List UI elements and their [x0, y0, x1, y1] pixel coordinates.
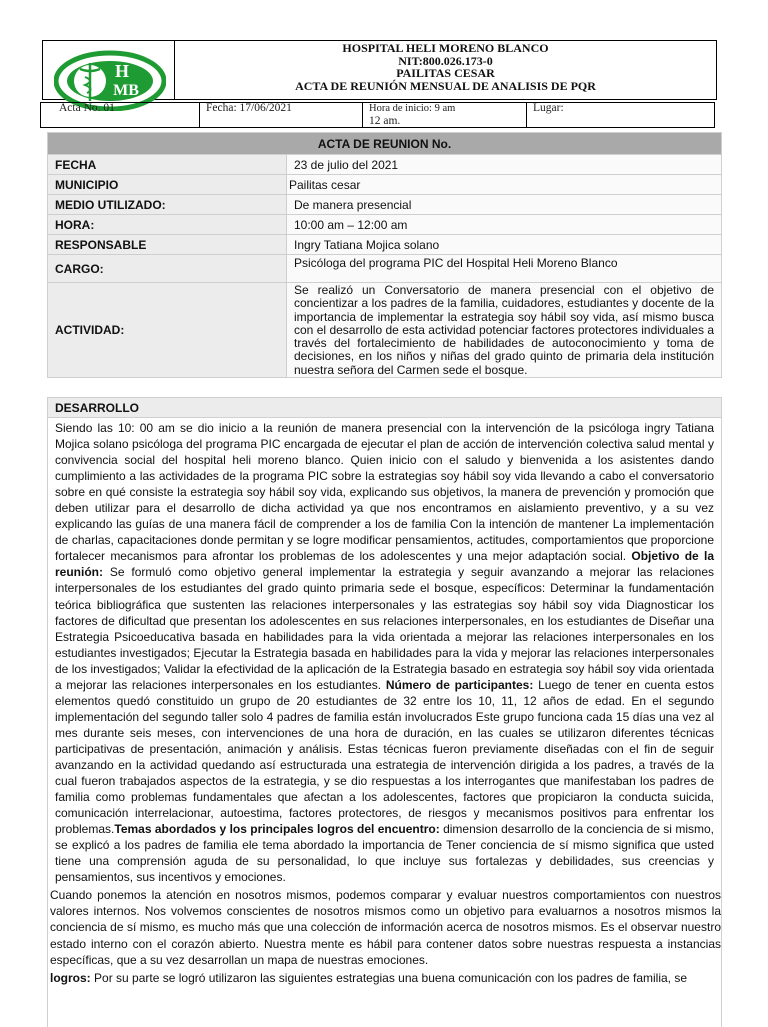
temas-label: Temas abordados y los principales logros del encuentro: — [114, 822, 440, 837]
hospital-city: PAILITAS CESAR — [396, 66, 495, 80]
objetivo-label: Objetivo de la reunión: — [55, 549, 714, 580]
meta-hora-line-1: Hora de inicio: 9 am — [369, 103, 456, 114]
row-label-cargo: CARGO: — [48, 255, 287, 283]
logros-text: Por su parte se logró utilizaron las siguientes estrategias una buena comunicación con los padres de familia, se — [94, 970, 688, 985]
table-row — [48, 155, 722, 175]
desarrollo-body — [48, 418, 721, 885]
hospital-name: HOSPITAL HELI MORENO BLANCO — [342, 41, 549, 55]
document-header — [42, 40, 717, 100]
meta-hora-line-2: 12 am. — [369, 115, 401, 127]
row-label-actividad: ACTIVIDAD: — [48, 283, 287, 378]
table-row — [48, 195, 722, 215]
meta-acta: Acta No. 01 — [59, 102, 115, 114]
meta-lugar: Lugar: — [533, 102, 564, 114]
row-label-medio: MEDIO UTILIZADO: — [48, 195, 287, 215]
row-value-fecha: 23 de julio del 2021 — [287, 155, 722, 175]
participantes-text: Luego de tener en cuenta estos elementos quedó constituido un grupo de 20 estudiantes de 32 entre los 10, 11, 12 años de edad. En el segundo implementación del segundo taller solo 4 padres de familia están involucrados Este grupo funciona cada 15 días una vez al mes durante seis meses, con intervenciones de una hora de duración, en las cuales se utilizaron diferentes técnicas participativas de presentación, animación y análisis. Estas técnicas fueron previamente diseñadas con el fin de seguir avanzando en la actividad quedando así estructurada una estrategia de intervención dirigida a los padres, a través de la cual fueron trabajados aspectos de la estrategia, y se dio respuestas a los interrogantes que manifestaban los padres de familia como problemas fundamentales que afectan a los adolescentes, factores que propiciaron la conducta suicida, comunicación interrelacionar, autoestima, factores protectores, de riesgos y mecanismos positivos para enfrentar los problemas. — [55, 677, 714, 837]
meta-hora — [369, 102, 455, 128]
temas-text: dimension desarrollo de la conciencia de si mismo, se explicó a los padres de familia ele tema abordado la importancia de Tener conciencia de sí mismo significa que usted tiene una comprensión aguda de su personalidad, lo que incluye sus fortalezas y debilidades, sus creencias y pensamientos, sus incentivos y emociones. — [55, 822, 714, 885]
meta-lugar-cell — [526, 102, 715, 128]
objetivo-text: Se formuló como objetivo general implementar la estrategia y seguir avanzando a mejorar las relaciones interpersonales de los estudiantes del grado quinto primaria sede el bosque, específicos: Determinar la fundamentación teórica bibliográfica que sustenten las relaciones interpersonales y las estrategias soy hábil soy vida Diagnosticar los factores de dificultad que presentan los adolescentes en sus relaciones interpersonales, en los estudiantes de Diseñar una Estrategia Psicoeducativa basada en habilidades para la vida orientada a mejorar las relaciones interpersonales en los estudiantes investigados; Ejecutar la Estrategia basada en habilidades para la vida y mejorar las relaciones interpersonales de los investigados; Validar la efectividad de la aplicación de la Estrategia basado en estrategia soy hábil soy vida orientada a mejorar las relaciones interpersonales en los estudiantes. — [55, 565, 715, 692]
meta-acta-cell — [40, 102, 200, 128]
conciencia-paragraph: Cuando ponemos la atención en nosotros mismos, podemos comparar y evaluar nuestros comportamientos con nuestros valores internos. Nos volvemos conscientes de nosotros mismos como un objetivo para evaluarnos a nosotros mismos la conciencia de sí mismo, es mucho más que una colección de información acerca de nosotros mismos. Es el observar nuestro estado interno con el corazón abierto. Nuestra mente es hábil para contener datos sobre nuestras respuesta a instancias específicas, que a su vez desarrollan un mapa de nuestras emociones. — [50, 888, 721, 967]
acta-title-row — [48, 133, 722, 155]
row-value-hora: 10:00 am – 12:00 am — [287, 215, 722, 235]
row-label-responsable: RESPONSABLE — [48, 235, 287, 255]
acta-table — [47, 132, 722, 378]
row-value-medio: De manera presencial — [287, 195, 722, 215]
row-value-cargo: Psicóloga del programa PIC del Hospital Heli Moreno Blanco — [287, 255, 722, 283]
svg-text:H: H — [114, 61, 130, 81]
table-row — [48, 215, 722, 235]
logros-label: logros: — [50, 970, 91, 985]
row-value-actividad: Se realizó un Conversatorio de manera presencial con el objetivo de concientizar a los padres de la familia, cuidadores, estudiantes y docente de la importancia de implementar la estrategia soy hábil soy vida, así mismo busca con el desarrollo de esta actividad potenciar factores protectores individuales a través del fortalecimiento de habilidades de autoconocimiento y toma de decisiones, en los niños y niñas del grado quinto de primaria dela institución nuestra señora del Carmen sede el bosque. — [287, 283, 722, 378]
hospital-nit: NIT:800.026.173-0 — [398, 53, 493, 68]
desarrollo-intro: Siendo las 10: 00 am se dio inicio a la reunión de manera presencial con la intervención de la psicóloga ingry Tatiana Mojica solano psicóloga del programa PIC encargada de ejecutar el plan de acción de intervención colectiva salud mental y convivencia social del hospital heli moreno blanco. Quien inicio con el saludo y bienvenida a los asistentes dando cumplimiento a las actividades de la programa PIC sobre la estrategias soy hábil soy vida llevando a cabo el conversatorio sobre en qué consiste la estrategia soy hábil soy vida, explicando sus objetivos, la manera de prevención y promoción que deben utilizar para el desarrollo de dicha actividad ya que nos encontramos en aislamiento preventivo, y a su vez explicando las guías de una manera fácil de comprender a los de familia Con la intención de mantener La implementación de charlas, capacitaciones donde permitan y se logre modificar pensamientos, actitudes, comportamientos que proporcione fortalecer mecanismos para afrontar los problemas de los adolescentes y una mejor adaptación social. — [55, 421, 714, 564]
row-label-hora: HORA: — [48, 215, 287, 235]
meta-fecha-cell — [199, 102, 363, 128]
svg-text:MB: MB — [113, 82, 139, 99]
row-value-responsable: Ingry Tatiana Mojica solano — [287, 235, 722, 255]
table-row — [48, 235, 722, 255]
table-row — [48, 255, 722, 283]
row-value-municipio: Pailitas cesar — [287, 175, 722, 195]
table-row — [48, 283, 722, 378]
table-row — [48, 175, 722, 195]
header-text — [175, 42, 716, 92]
document-title: ACTA DE REUNIÓN MENSUAL DE ANALISIS DE PQR — [295, 78, 596, 93]
participantes-label: Número de participantes: — [385, 677, 534, 692]
row-label-municipio: MUNICIPIO — [48, 175, 287, 195]
desarrollo-section — [47, 397, 722, 1027]
logros-paragraph — [48, 970, 721, 986]
desarrollo-title: DESARROLLO — [48, 398, 721, 418]
meta-hora-cell — [362, 102, 527, 128]
row-label-fecha: FECHA — [48, 155, 287, 175]
acta-title: ACTA DE REUNION No. — [48, 133, 722, 155]
meta-fecha: Fecha: 17/06/2021 — [206, 102, 292, 114]
